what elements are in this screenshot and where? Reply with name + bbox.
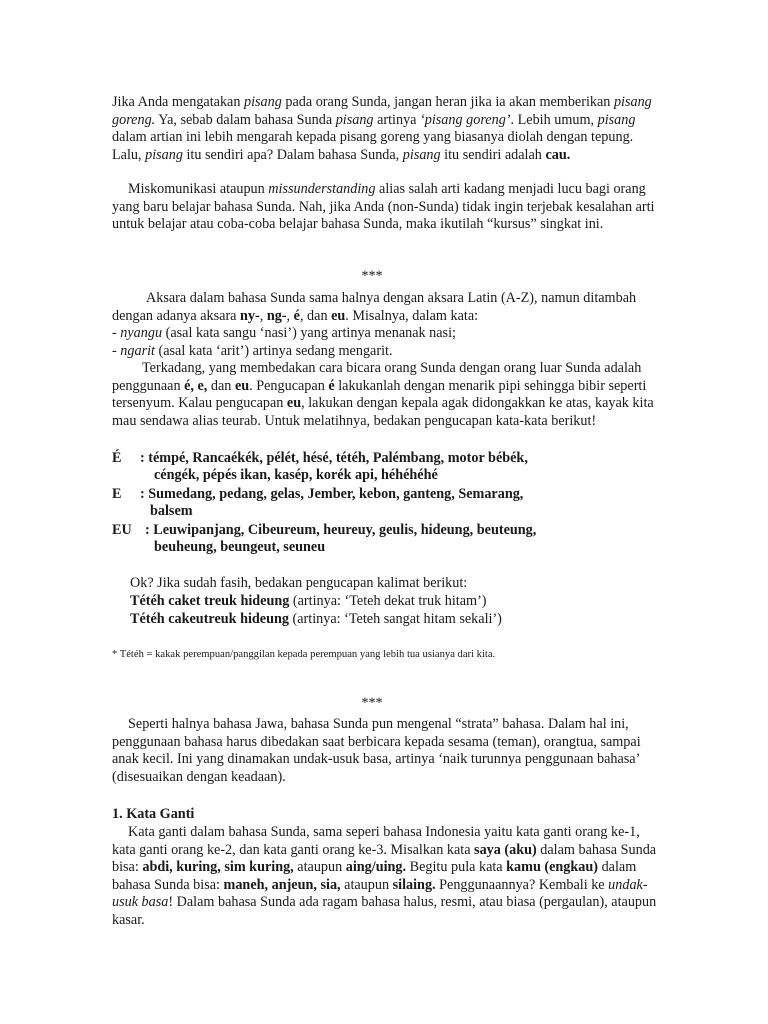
section-separator: *** xyxy=(361,268,383,284)
bold-text: saya (aku) xyxy=(474,841,537,858)
text-run: ataupun xyxy=(293,859,346,875)
text-run: dan xyxy=(207,377,235,394)
vowel-key: E xyxy=(112,486,122,502)
example-ngarit xyxy=(112,343,664,361)
bold-text: cau. xyxy=(545,146,571,163)
text-run: (asal kata ‘arit’) artinya sedang mengarit. xyxy=(154,343,393,359)
text-run: dalam bahasa Sunda bisa: xyxy=(112,841,657,875)
italic-text: pisang goreng. xyxy=(112,94,652,128)
bold-text: eu xyxy=(234,377,250,394)
text-run: lakukanlah dengan menarik pipi sehingga bibir seperti tersenyum. Kalau pengucapan xyxy=(112,377,647,411)
vowel-words-line-1: : témpé, Rancaékék, pélét, hésé, tétéh, Palémbang, motor bébék, xyxy=(140,450,528,466)
text-run: Ya, sebab dalam bahasa Sunda xyxy=(155,111,336,128)
italic-text: pisang xyxy=(335,111,374,128)
strata-paragraph xyxy=(112,716,664,786)
italic-text: undak-usuk basa xyxy=(112,876,648,910)
aksara-paragraph-2 xyxy=(112,360,664,430)
text-run: itu sendiri apa? Dalam bahasa Sunda, xyxy=(182,146,403,163)
vowel-words-line-2: beuheung, beungeut, seuneu xyxy=(154,539,326,555)
text-run: , dan xyxy=(299,307,332,324)
text-run: - xyxy=(112,343,121,359)
text-run: . Lebih umum, xyxy=(510,111,598,128)
italic-text: missunderstanding xyxy=(268,181,376,197)
text-run: (asal kata sangu ‘nasi’) yang artinya menanak nasi; xyxy=(162,325,456,341)
text-run: Jika Anda mengatakan xyxy=(112,94,244,110)
text-run: , xyxy=(286,307,294,324)
text-run: , lakukan dengan kepala agak didongakkan ke atas, kayak kita mau sendawa alias teurab. Untuk melatihnya, bedakan pengucapan kata-kata berikut! xyxy=(112,395,654,429)
bold-text: eu xyxy=(286,395,302,411)
text-run: Terkadang, yang membedakan cara bicara orang Sunda dengan orang luar Sunda adalah penggunaan xyxy=(112,360,642,394)
practice-sentence-1 xyxy=(130,593,670,611)
text-run: ! Dalam bahasa Sunda ada ragam bahasa halus, resmi, atau biasa (pergaulan), ataupun kasar. xyxy=(112,894,657,928)
bold-text: silaing. xyxy=(392,876,436,893)
footnote: * Tétéh = kakak perempuan/panggilan kepada perempuan yang lebih tua usianya dari kita. xyxy=(112,649,496,660)
bold-text: kamu (engkau) xyxy=(506,859,599,875)
bold-text: é xyxy=(293,307,300,324)
kata-ganti-paragraph xyxy=(112,824,664,929)
sentence-meaning: (artinya: ‘Teteh dekat truk hitam’) xyxy=(289,593,487,609)
text-run: Aksara dalam bahasa Sunda sama halnya dengan aksara Latin (A-Z), namun ditambah dengan adanya aksara xyxy=(112,290,637,324)
vowel-key: EU xyxy=(112,522,132,538)
italic-text: pisang xyxy=(597,111,636,128)
bold-text: aing/uing. xyxy=(345,859,407,875)
text-run: - xyxy=(112,325,121,341)
practice-intro: Ok? Jika sudah fasih, bedakan pengucapan kalimat berikut: xyxy=(130,575,468,591)
text-run: Begitu pula kata xyxy=(406,859,507,875)
sentence-meaning: (artinya: ‘Teteh sangat hitam sekali’) xyxy=(288,611,502,627)
vowel-words-line-1: : Sumedang, pedang, gelas, Jember, kebon, ganteng, Semarang, xyxy=(140,486,524,502)
section-separator-2: *** xyxy=(361,695,383,711)
text-run: Penggunaannya? Kembali ke xyxy=(435,876,609,893)
bold-text: maneh, anjeun, sia, xyxy=(223,876,341,893)
intro-paragraph-1 xyxy=(112,94,664,164)
italic-text: pisang xyxy=(145,146,183,163)
text-run: . Pengucapan xyxy=(249,377,329,394)
vowel-words-line-2: céngék, pépés ikan, kasép, korék api, héhéhéhé xyxy=(154,467,438,483)
text-run: , xyxy=(259,307,267,324)
aksara-paragraph-1 xyxy=(112,290,664,325)
text-run: Miskomunikasi ataupun xyxy=(128,181,269,197)
italic-text: ‘pisang goreng’ xyxy=(420,111,511,128)
italic-text: ngarit xyxy=(120,343,155,359)
sentence-bold: Tétéh cakeutreuk hideung xyxy=(130,611,289,627)
bold-text: eu xyxy=(331,307,346,324)
text-run: alias salah arti kadang menjadi lucu bagi orang yang baru belajar bahasa Sunda. Nah, jika Anda (non-Sunda) tidak ingin terjebak kesalahan arti untuk belajar atau coba-coba belajar bahasa Sunda, maka ikutilah “kursus” singkat ini. xyxy=(112,181,655,232)
vowel-words-line-1: : Leuwipanjang, Cibeureum, heureuy, geulis, hideung, beuteung, xyxy=(145,522,537,538)
bold-text: abdi, kuring, sim kuring, xyxy=(142,859,294,875)
text-run: Kata ganti dalam bahasa Sunda, sama seperi bahasa Indonesia yaitu kata ganti orang ke-1, kata ganti orang ke-2, dan kata ganti orang ke-3. Misalkan kata xyxy=(112,824,640,858)
text-run: pada orang Sunda, jangan heran jika ia akan memberikan xyxy=(281,94,614,110)
text-run: ataupun xyxy=(340,876,393,893)
vowel-key: É xyxy=(112,450,122,466)
bold-text: é xyxy=(328,377,335,394)
italic-text: pisang xyxy=(243,94,282,110)
text-run: dalam bahasa Sunda bisa: xyxy=(112,859,637,893)
practice-sentence-2 xyxy=(130,611,670,629)
vowel-words-line-2: balsem xyxy=(150,503,193,519)
sentence-bold: Tétéh caket treuk hideung xyxy=(130,593,290,609)
text-run: artinya xyxy=(373,111,421,128)
text-run: dalam artian ini lebih mengarah kepada pisang goreng yang biasanya diolah dengan tepung. Lalu, xyxy=(112,129,634,163)
text-run: itu sendiri adalah xyxy=(440,146,546,163)
italic-text: nyangu xyxy=(120,325,163,341)
italic-text: pisang xyxy=(402,146,441,163)
example-nyangu xyxy=(112,325,664,343)
text-run: . Misalnya, dalam kata: xyxy=(345,307,479,324)
bold-text: ny- xyxy=(240,307,260,324)
bold-text: é, e, xyxy=(184,377,208,394)
text-run: Seperti halnya bahasa Jawa, bahasa Sunda pun mengenal “strata” bahasa. Dalam hal ini, penggunaan bahasa harus dibedakan saat berbicara kepada sesama (teman), orangtua, sampai anak kecil. Ini yang dinamakan undak-usuk basa, artinya ‘naik turunnya penggunaan bahasa’ (disesuaikan dengan keadaan). xyxy=(112,716,641,785)
bold-text: ng- xyxy=(266,307,287,324)
section-heading-kata-ganti: 1. Kata Ganti xyxy=(112,806,195,822)
intro-paragraph-2 xyxy=(112,181,664,234)
